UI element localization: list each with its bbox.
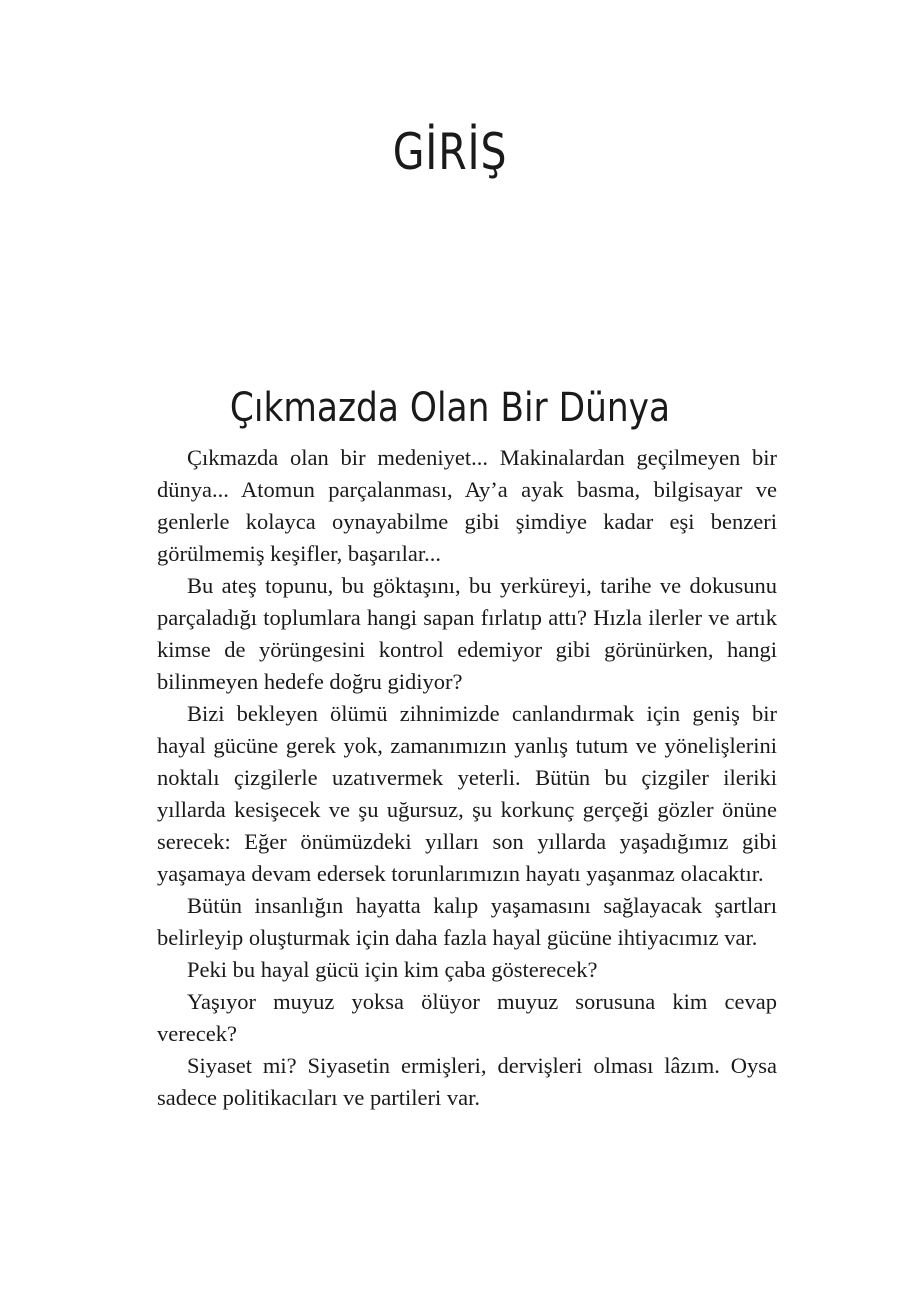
paragraph: Yaşıyor muyuz yoksa ölüyor muyuz sorusuna kim cevap verecek? [157, 989, 777, 1046]
body-text [157, 442, 777, 1114]
paragraph: Peki bu hayal gücü için kim çaba gösterecek? [187, 957, 598, 982]
paragraph: Bütün insanlığın hayatta kalıp yaşamasını sağlayacak şartları belirleyip oluşturmak için daha fazla hayal gücüne ihtiyacımız var. [157, 893, 777, 950]
paragraph: Çıkmazda olan bir medeniyet... Makinalardan geçilmeyen bir dünya... Atomun parçalanması, Ay’a ayak basma, bilgisayar ve genlerle kolayca oynayabilme gibi şimdiye kadar eşi benzeri görülmemiş keşifler, başarılar... [157, 445, 777, 566]
paragraph: Siyaset mi? Siyasetin ermişleri, dervişleri olması lâzım. Oysa sadece politikacıları ve partileri var. [157, 1053, 777, 1110]
paragraph: Bu ateş topunu, bu göktaşını, bu yerküreyi, tarihe ve dokusunu parçaladığı toplumlara hangi sapan fırlatıp attı? Hızla ilerler ve artık kimse de yörüngesini kontrol edemiyor gibi görünürken, hangi bilinmeyen hedefe doğru gidiyor? [157, 573, 777, 694]
section-heading: Çıkmazda Olan Bir Dünya [229, 385, 671, 431]
paragraph: Bizi bekleyen ölümü zihnimizde canlandırmak için geniş bir hayal gücüne gerek yok, zamanımızın yanlış tutum ve yönelişlerini noktalı çizgilerle uzatıvermek yeterli. Bütün bu çizgiler ileriki yıllarda kesişecek ve şu uğursuz, şu korkunç gerçeği gözler önüne serecek: Eğer önümüzdeki yılları son yıllarda yaşadığımız gibi yaşamaya devam edersek torunlarımızın hayatı yaşanmaz olacaktır. [157, 701, 777, 886]
chapter-title: GİRİŞ [392, 123, 508, 181]
